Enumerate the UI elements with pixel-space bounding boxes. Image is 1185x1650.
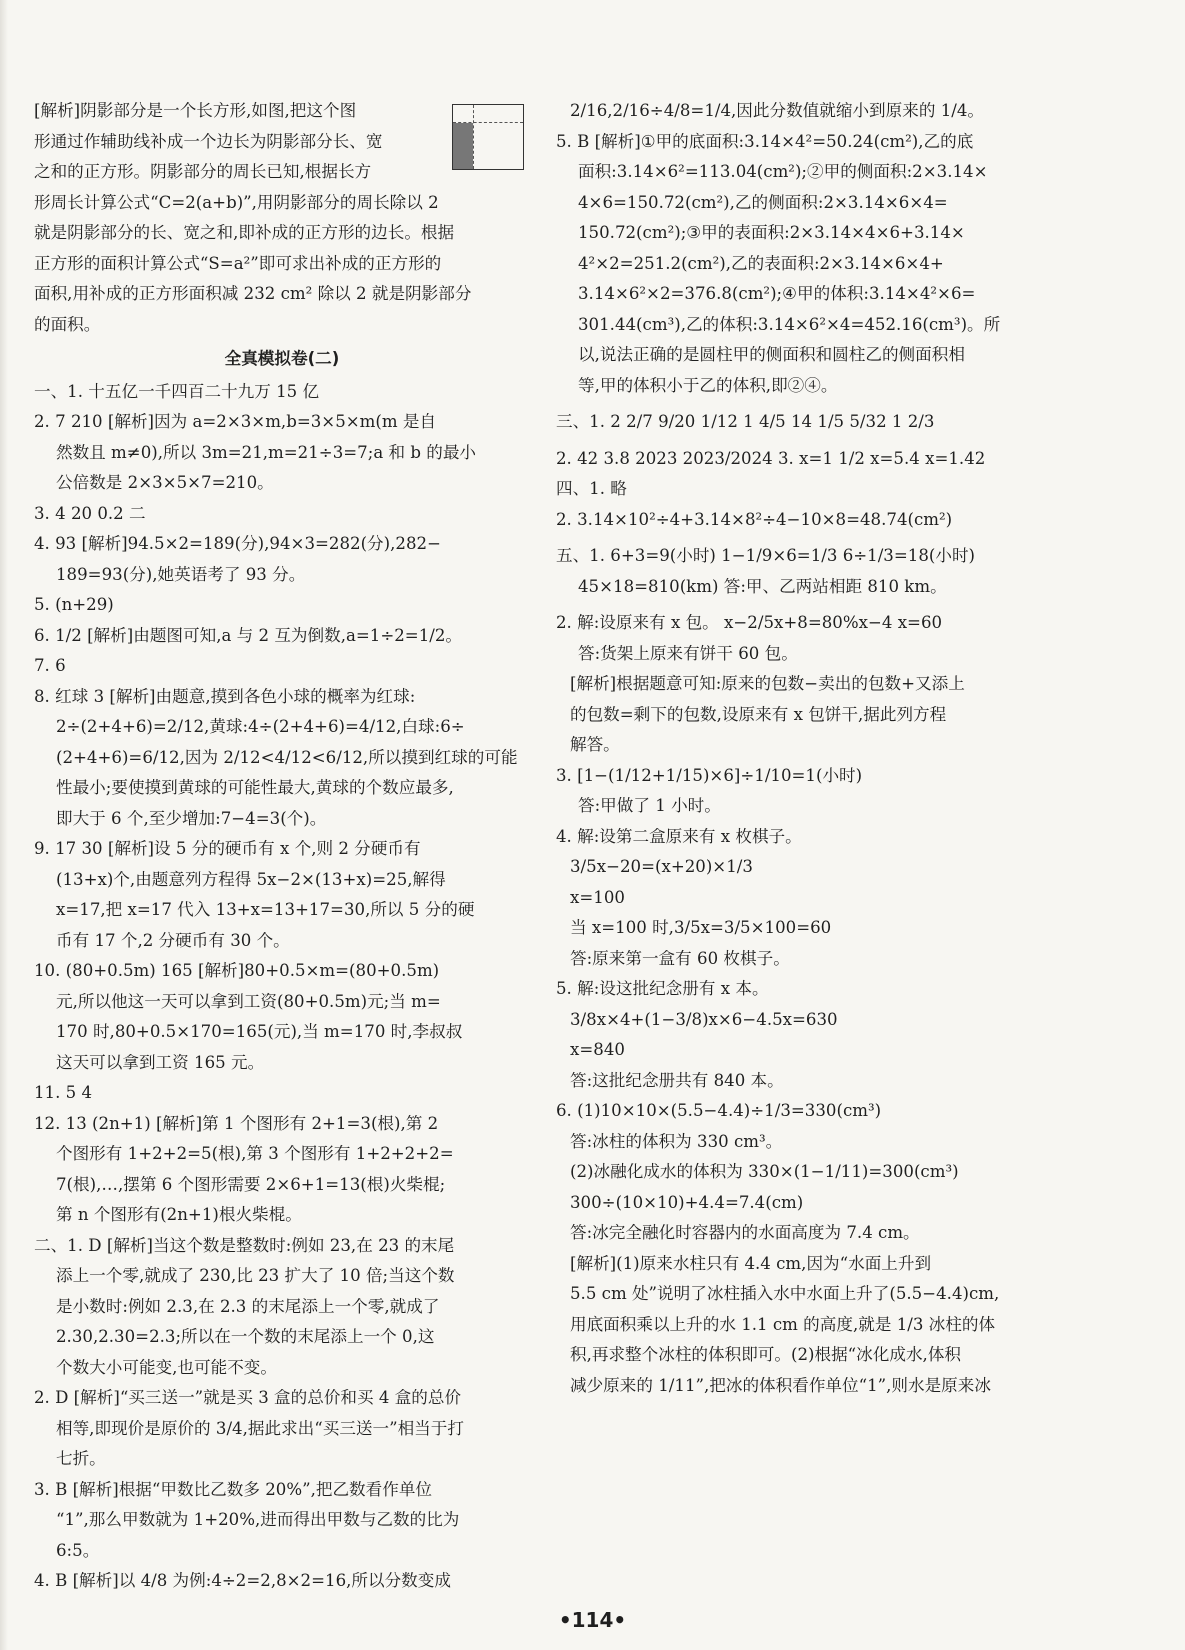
shaded-region xyxy=(453,123,473,169)
text-line: 是小数时:例如 2.3,在 2.3 的末尾添上一个零,就成了 xyxy=(56,1296,440,1316)
page-gutter xyxy=(0,0,8,1650)
text-line: 4. 93 [解析]94.5×2=189(分),94×3=282(分),282− xyxy=(34,534,441,553)
text-line: 元,所以他这一天可以拿到工资(80+0.5m)元;当 m= xyxy=(56,991,441,1011)
text-line: 6:5。 xyxy=(56,1540,100,1560)
text-line: 2. D [解析]“买三送一”就是买 3 盒的总价和买 4 盒的总价 xyxy=(34,1388,462,1407)
text-line: x=17,把 x=17 代入 13+x=13+17=30,所以 5 分的硬 xyxy=(56,900,475,919)
text-line: 答:这批纪念册共有 840 本。 xyxy=(570,1070,784,1090)
auxiliary-line xyxy=(473,105,474,169)
text-line: 5. 解:设这批纪念册有 x 本。 xyxy=(556,979,769,998)
text-line: 170 时,80+0.5×170=165(元),当 m=170 时,李叔叔 xyxy=(56,1022,463,1041)
text-line: 答:冰柱的体积为 330 cm³。 xyxy=(570,1131,783,1151)
auxiliary-line xyxy=(453,122,523,123)
text-line: 10. (80+0.5m) 165 [解析]80+0.5×m=(80+0.5m) xyxy=(34,961,440,980)
text-line: 三、1. 2 2/7 9/20 1/12 1 4/5 14 1/5 5/32 1 2/3 xyxy=(556,412,935,431)
text-line: 6. (1)10×10×(5.5−4.4)÷1/3=330(cm³) xyxy=(556,1101,882,1120)
text-line: 3. B [解析]根据“甲数比乙数多 20%”,把乙数看作单位 xyxy=(34,1479,433,1499)
text-line: 9. 17 30 [解析]设 5 分的硬币有 x 个,则 2 分硬币有 xyxy=(34,839,421,858)
text-line: 即大于 6 个,至少增加:7−4=3(个)。 xyxy=(56,808,327,828)
text-line: 2/16,2/16÷4/8=1/4,因此分数值就缩小到原来的 1/4。 xyxy=(570,101,984,120)
page-number: •114• xyxy=(558,1608,627,1632)
text-line: 五、1. 6+3=9(小时) 1−1/9×6=1/3 6÷1/3=18(小时) xyxy=(556,546,976,565)
text-line: 3. 4 20 0.2 二 xyxy=(34,503,146,523)
text-line: 4. B [解析]以 4/8 为例:4÷2=2,8×2=16,所以分数变成 xyxy=(34,1571,451,1590)
text-line: 面积,用补成的正方形面积减 232 cm² 除以 2 就是阴影部分 xyxy=(34,284,472,303)
text-line: 4×6=150.72(cm²),乙的侧面积:2×3.14×6×4= xyxy=(578,192,948,212)
text-line: 第 n 个图形有(2n+1)根火柴棍。 xyxy=(56,1205,302,1224)
text-line: 正方形的面积计算公式“S=a²”即可求出补成的正方形的 xyxy=(34,253,442,273)
text-line: “1”,那么甲数就为 1+20%,进而得出甲数与乙数的比为 xyxy=(56,1510,460,1529)
text-line: 2÷(2+4+6)=2/12,黄球:4÷(2+4+6)=4/12,白球:6÷ xyxy=(56,717,465,736)
text-line: 150.72(cm²);③甲的表面积:2×3.14×4×6+3.14× xyxy=(578,223,965,242)
text-line: 301.44(cm³),乙的体积:3.14×6²×4=452.16(cm³)。所 xyxy=(578,314,1001,334)
text-line: 一、1. 十五亿一千四百二十九万 15 亿 xyxy=(34,381,320,401)
text-line: 答:原来第一盒有 60 枚棋子。 xyxy=(570,948,790,968)
text-line: 二、1. D [解析]当这个数是整数时:例如 23,在 23 的末尾 xyxy=(34,1235,455,1255)
left-column xyxy=(34,96,530,1597)
text-line: 2. 42 3.8 2023 2023/2024 3. x=1 1/2 x=5.4 x=1.42 xyxy=(556,448,986,468)
text-line: [解析]阴影部分是一个长方形,如图,把这个图 xyxy=(34,101,357,120)
text-line: 12. 13 (2n+1) [解析]第 1 个图形有 2+1=3(根),第 2 xyxy=(34,1113,439,1133)
text-line: [解析]根据题意可知:原来的包数−卖出的包数+又添上 xyxy=(570,674,965,693)
text-line: 300÷(10×10)+4.4=7.4(cm) xyxy=(570,1192,804,1212)
text-line: 5. (n+29) xyxy=(34,595,114,614)
text-line: 这天可以拿到工资 165 元。 xyxy=(56,1052,265,1072)
text-line: (2+4+6)=6/12,因为 2/12<4/12<6/12,所以摸到红球的可能 xyxy=(56,747,518,767)
text-line: 7. 6 xyxy=(34,656,66,675)
text-line: 相等,即现价是原价的 3/4,据此求出“买三送一”相当于打 xyxy=(56,1418,464,1438)
text-line: (2)冰融化成水的体积为 330×(1−1/11)=300(cm³) xyxy=(570,1162,959,1181)
text-line: 的面积。 xyxy=(34,314,101,334)
text-line: 用底面积乘以上升的水 1.1 cm 的高度,就是 1/3 冰柱的体 xyxy=(570,1314,996,1334)
text-line: 5. B [解析]①甲的底面积:3.14×4²=50.24(cm²),乙的底 xyxy=(556,131,974,151)
text-line: 个数大小可能变,也可能不变。 xyxy=(56,1357,277,1377)
text-line: 添上一个零,就成了 230,比 23 扩大了 10 倍;当这个数 xyxy=(56,1266,455,1285)
text-line: 答:冰完全融化时容器内的水面高度为 7.4 cm。 xyxy=(570,1223,920,1242)
text-line: 3/8x×4+(1−3/8)x×6−4.5x=630 xyxy=(570,1009,838,1029)
text-line: 答:甲做了 1 小时。 xyxy=(578,796,721,815)
text-line: 6. 1/2 [解析]由题图可知,a 与 2 互为倒数,a=1÷2=1/2。 xyxy=(34,625,463,645)
text-line: 5.5 cm 处”说明了冰柱插入水中水面上升了(5.5−4.4)cm, xyxy=(570,1284,1000,1303)
text-line: 4²×2=251.2(cm²),乙的表面积:2×3.14×6×4+ xyxy=(578,253,944,273)
text-line: 就是阴影部分的长、宽之和,即补成的正方形的边长。根据 xyxy=(34,223,455,242)
shaded-rectangle-figure xyxy=(452,104,524,170)
right-column xyxy=(556,96,1056,1401)
text-line: 的包数=剩下的包数,设原来有 x 包饼干,据此列方程 xyxy=(570,704,947,724)
text-line: 2. 解:设原来有 x 包。 x−2/5x+8=80%x−4 x=60 xyxy=(556,613,943,632)
text-line: 8. 红球 3 [解析]由题意,摸到各色小球的概率为红球: xyxy=(34,686,416,706)
text-line: x=840 xyxy=(570,1040,625,1059)
text-line: 以,说法正确的是圆柱甲的侧面积和圆柱乙的侧面积相 xyxy=(578,345,965,364)
text-line: 189=93(分),她英语考了 93 分。 xyxy=(56,564,306,584)
text-line: 2.30,2.30=2.3;所以在一个数的末尾添上一个 0,这 xyxy=(56,1327,435,1346)
text-line: x=100 xyxy=(570,887,625,907)
text-line: 7(根),…,摆第 6 个图形需要 2×6+1=13(根)火柴棍; xyxy=(56,1174,446,1194)
text-line: (13+x)个,由题意列方程得 5x−2×(13+x)=25,解得 xyxy=(56,869,446,889)
text-line: 解答。 xyxy=(570,735,620,754)
text-line: 然数且 m≠0),所以 3m=21,m=21÷3=7;a 和 b 的最小 xyxy=(56,442,477,462)
text-line: 形通过作辅助线补成一个边长为阴影部分长、宽 xyxy=(34,131,383,151)
text-line: 45×18=810(km) 答:甲、乙两站相距 810 km。 xyxy=(578,576,947,596)
text-line: 等,甲的体积小于乙的体积,即②④。 xyxy=(578,375,838,395)
text-line: 当 x=100 时,3/5x=3/5×100=60 xyxy=(570,918,832,937)
text-line: 减少原来的 1/11”,把冰的体积看作单位“1”,则水是原来冰 xyxy=(570,1375,991,1395)
text-line: 七折。 xyxy=(56,1449,106,1468)
text-line: 形周长计算公式“C=2(a+b)”,用阴影部分的周长除以 2 xyxy=(34,192,439,212)
text-line: 四、1. 略 xyxy=(556,479,627,498)
text-line: 2. 3.14×10²÷4+3.14×8²÷4−10×8=48.74(cm²) xyxy=(556,509,953,529)
text-line: 3.14×6²×2=376.8(cm²);④甲的体积:3.14×4²×6= xyxy=(578,284,976,303)
text-line: 4. 解:设第二盒原来有 x 枚棋子。 xyxy=(556,826,802,846)
text-line: 积,再求整个冰柱的体积即可。(2)根据“冰化成水,体积 xyxy=(570,1345,962,1364)
text-line: [解析](1)原来水柱只有 4.4 cm,因为“水面上升到 xyxy=(570,1253,932,1273)
text-line: 3. [1−(1/12+1/15)×6]÷1/10=1(小时) xyxy=(556,765,863,785)
text-line: 面积:3.14×6²=113.04(cm²);②甲的侧面积:2×3.14× xyxy=(578,162,988,181)
section-title: 全真模拟卷(二) xyxy=(224,349,340,368)
text-line: 3/5x−20=(x+20)×1/3 xyxy=(570,857,753,876)
text-line: 性最小;要使摸到黄球的可能性最大,黄球的个数应最多, xyxy=(56,778,454,797)
text-line: 个图形有 1+2+2=5(根),第 3 个图形有 1+2+2+2= xyxy=(56,1144,454,1163)
text-line: 之和的正方形。阴影部分的周长已知,根据长方 xyxy=(34,162,372,181)
text-line: 2. 7 210 [解析]因为 a=2×3×m,b=3×5×m(m 是自 xyxy=(34,412,437,431)
text-line: 11. 5 4 xyxy=(34,1083,93,1102)
text-line: 答:货架上原来有饼干 60 包。 xyxy=(578,643,798,663)
text-line: 公倍数是 2×3×5×7=210。 xyxy=(56,473,274,492)
text-line: 币有 17 个,2 分硬币有 30 个。 xyxy=(56,930,290,950)
